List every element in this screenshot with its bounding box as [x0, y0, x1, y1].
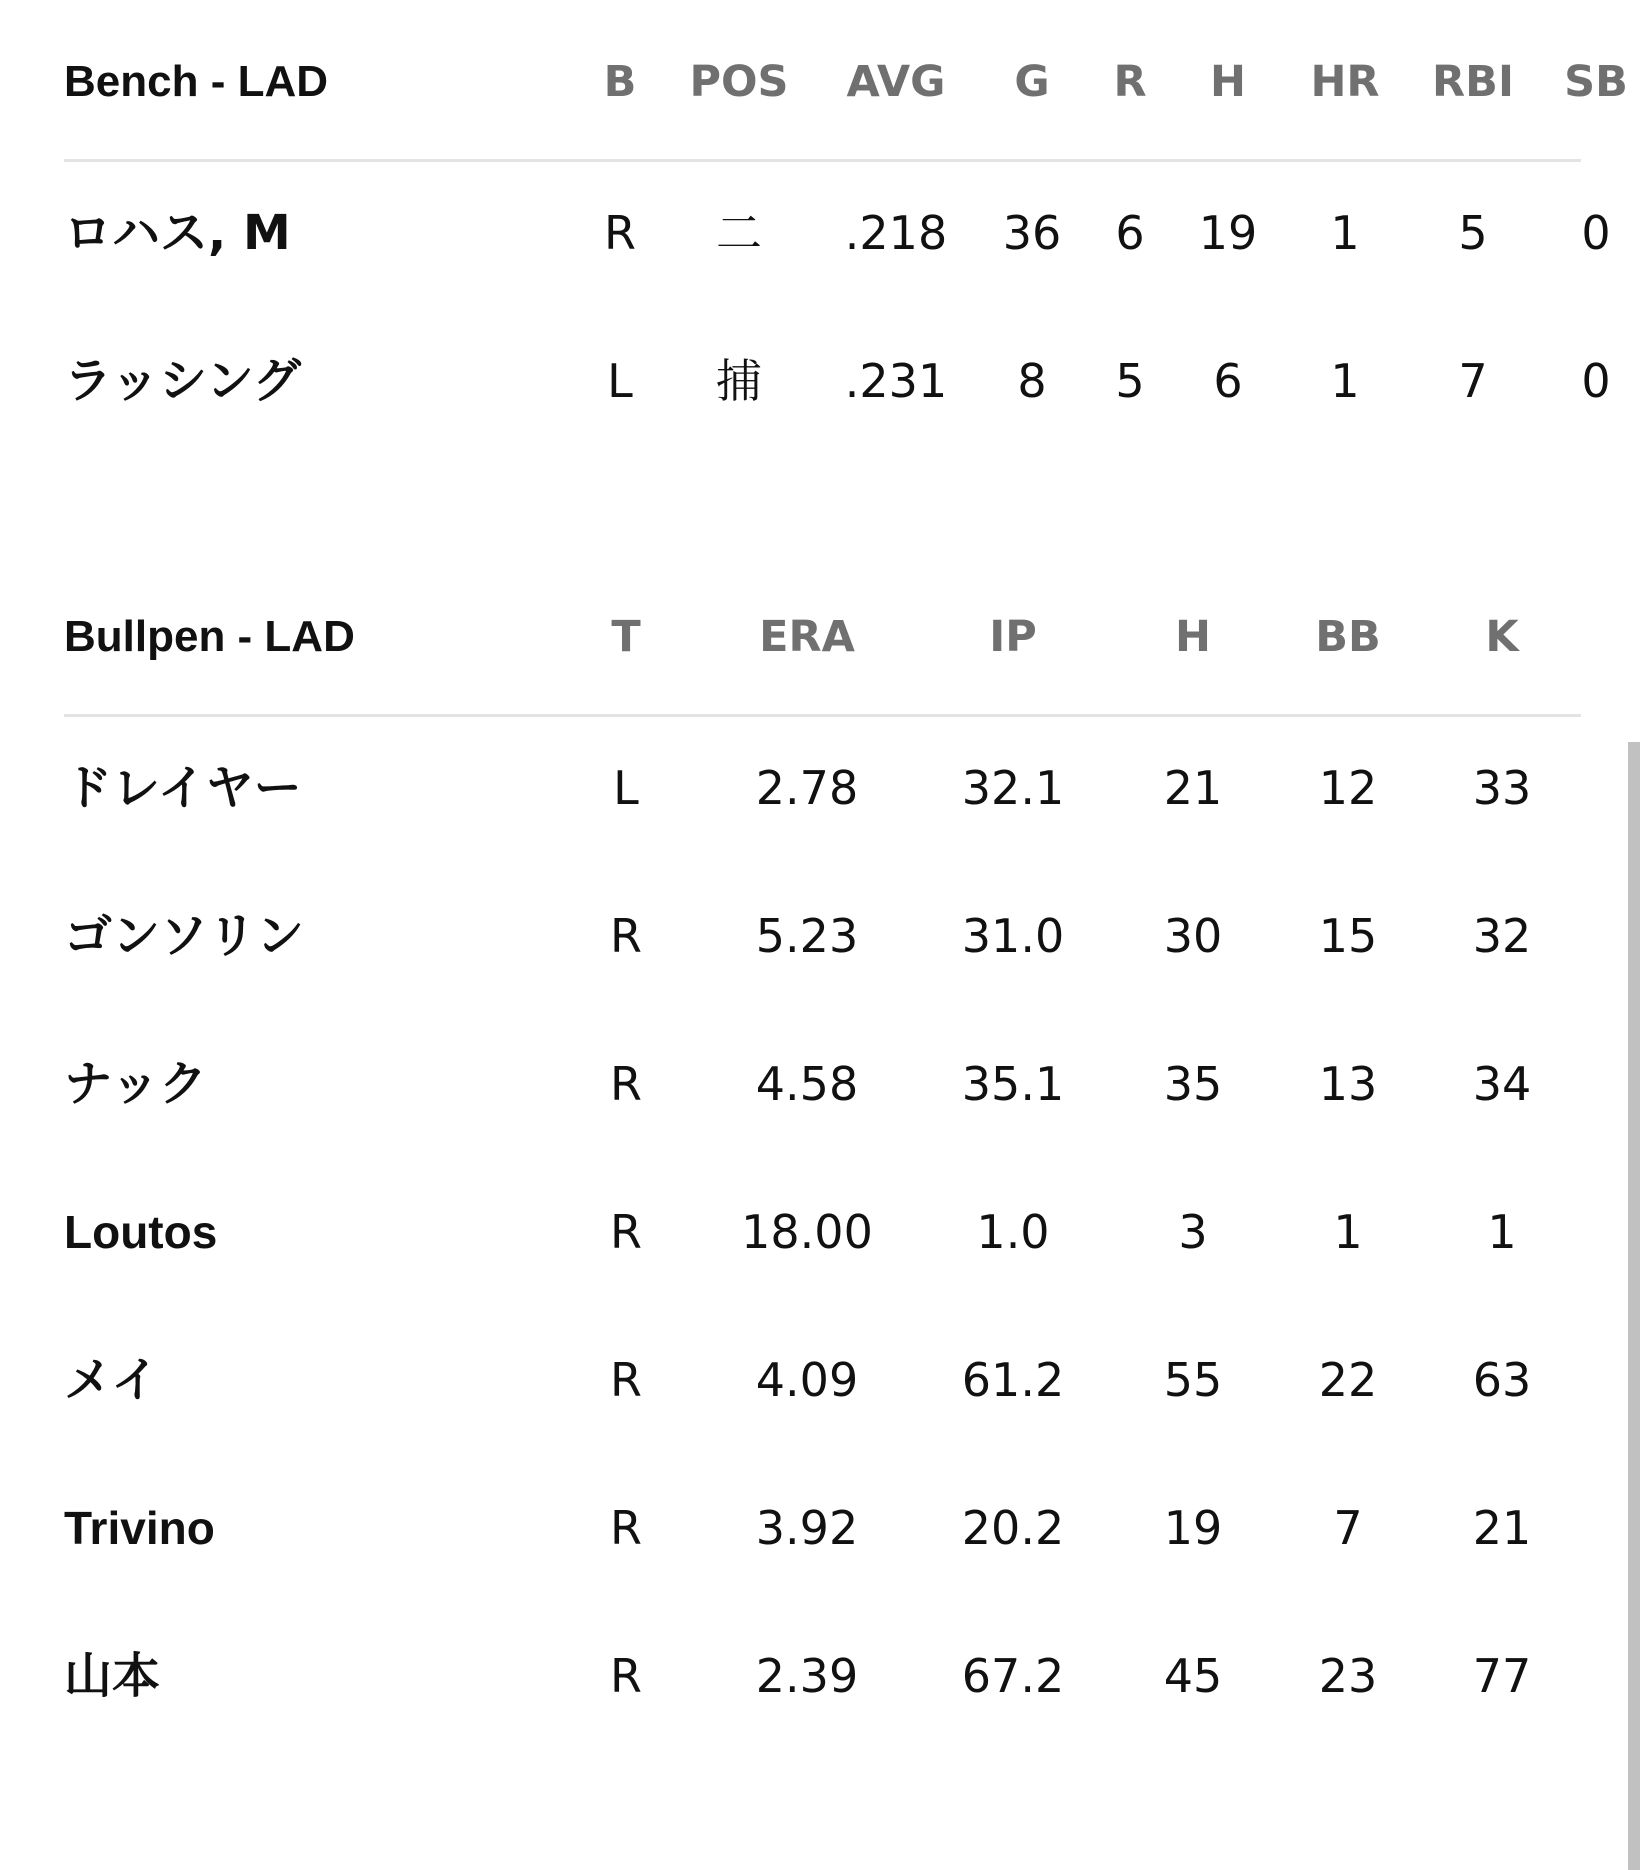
position-cell: 二 — [716, 206, 762, 260]
hits-cell: 45 — [1163, 1649, 1223, 1703]
player-name[interactable]: ラッシング — [64, 353, 301, 409]
innings-cell: 35.1 — [961, 1057, 1065, 1111]
col-header-avg[interactable]: AVG — [846, 57, 946, 107]
walks-cell: 1 — [1333, 1205, 1363, 1259]
runs-cell: 5 — [1115, 354, 1145, 408]
homeruns-cell: 1 — [1330, 206, 1360, 260]
pitcher-name[interactable]: Loutos — [64, 1206, 218, 1258]
position-cell: 捕 — [716, 354, 762, 408]
strikeouts-cell: 1 — [1487, 1205, 1517, 1259]
era-cell: 2.39 — [755, 1649, 859, 1703]
col-header-era[interactable]: ERA — [759, 612, 855, 662]
games-cell: 8 — [1017, 354, 1047, 408]
walks-cell: 23 — [1318, 1649, 1378, 1703]
col-header-b[interactable]: B — [603, 57, 637, 107]
bullpen-row[interactable] — [64, 1306, 1581, 1454]
bench-title: Bench - LAD — [64, 57, 328, 106]
innings-cell: 61.2 — [961, 1353, 1065, 1407]
walks-cell: 12 — [1318, 761, 1378, 815]
avg-cell: .231 — [844, 354, 948, 408]
pitcher-name[interactable]: メイ — [64, 1352, 160, 1408]
throws-cell: R — [610, 909, 642, 963]
pitcher-name[interactable]: ナック — [64, 1056, 208, 1112]
innings-cell: 67.2 — [961, 1649, 1065, 1703]
bullpen-row[interactable] — [64, 1010, 1581, 1158]
walks-cell: 22 — [1318, 1353, 1378, 1407]
bats-cell: L — [607, 354, 633, 408]
era-cell: 5.23 — [755, 909, 859, 963]
bullpen-title: Bullpen - LAD — [64, 612, 355, 661]
bullpen-header-row — [64, 595, 1581, 717]
innings-cell: 31.0 — [961, 909, 1065, 963]
player-name[interactable]: ロハス, M — [64, 205, 291, 261]
homeruns-cell: 1 — [1330, 354, 1360, 408]
hits-cell: 55 — [1163, 1353, 1223, 1407]
pitcher-name[interactable]: ドレイヤー — [64, 760, 302, 816]
col-header-h[interactable]: H — [1175, 612, 1211, 662]
strikeouts-cell: 33 — [1472, 761, 1532, 815]
era-cell: 4.58 — [755, 1057, 859, 1111]
col-header-r[interactable]: R — [1113, 57, 1147, 107]
bullpen-row[interactable] — [64, 862, 1581, 1010]
hits-cell: 21 — [1163, 761, 1223, 815]
games-cell: 36 — [1002, 206, 1062, 260]
col-header-sb[interactable]: SB — [1564, 57, 1628, 107]
walks-cell: 13 — [1318, 1057, 1378, 1111]
bench-header-row — [64, 40, 1628, 162]
era-cell: 3.92 — [755, 1501, 859, 1555]
throws-cell: R — [610, 1205, 642, 1259]
strikeouts-cell: 77 — [1472, 1649, 1532, 1703]
col-header-pos[interactable]: POS — [689, 57, 789, 107]
hits-cell: 19 — [1163, 1501, 1223, 1555]
col-header-bb[interactable]: BB — [1315, 612, 1381, 662]
throws-cell: R — [610, 1353, 642, 1407]
innings-cell: 20.2 — [961, 1501, 1065, 1555]
rbi-cell: 5 — [1458, 206, 1488, 260]
bench-row[interactable] — [64, 159, 1611, 307]
col-header-hr[interactable]: HR — [1310, 57, 1380, 107]
bats-cell: R — [604, 206, 636, 260]
walks-cell: 15 — [1318, 909, 1378, 963]
era-cell: 2.78 — [755, 761, 859, 815]
walks-cell: 7 — [1333, 1501, 1363, 1555]
hits-cell: 6 — [1213, 354, 1243, 408]
col-header-rbi[interactable]: RBI — [1432, 57, 1514, 107]
col-header-g[interactable]: G — [1014, 57, 1050, 107]
vertical-scrollbar[interactable] — [1628, 742, 1640, 1870]
innings-cell: 32.1 — [961, 761, 1065, 815]
strikeouts-cell: 63 — [1472, 1353, 1532, 1407]
col-header-t[interactable]: T — [611, 612, 641, 662]
bullpen-row[interactable] — [64, 1158, 1581, 1306]
pitcher-name[interactable]: 山本 — [64, 1648, 161, 1704]
hits-cell: 30 — [1163, 909, 1223, 963]
bench-row[interactable] — [64, 307, 1611, 455]
stolen-bases-cell: 0 — [1581, 354, 1611, 408]
pitcher-name[interactable]: ゴンソリン — [64, 908, 305, 964]
stolen-bases-cell: 0 — [1581, 206, 1611, 260]
throws-cell: R — [610, 1649, 642, 1703]
hits-cell: 35 — [1163, 1057, 1223, 1111]
bench-table — [64, 40, 1628, 450]
throws-cell: R — [610, 1501, 642, 1555]
col-header-k[interactable]: K — [1485, 612, 1519, 662]
col-header-h[interactable]: H — [1210, 57, 1246, 107]
throws-cell: R — [610, 1057, 642, 1111]
era-cell: 4.09 — [755, 1353, 859, 1407]
col-header-ip[interactable]: IP — [989, 612, 1037, 662]
innings-cell: 1.0 — [976, 1205, 1050, 1259]
bullpen-row[interactable] — [64, 714, 1581, 862]
hits-cell: 19 — [1198, 206, 1258, 260]
bullpen-table — [64, 595, 1581, 1755]
era-cell: 18.00 — [741, 1205, 873, 1259]
pitcher-name[interactable]: Trivino — [64, 1502, 215, 1554]
throws-cell: L — [613, 761, 639, 815]
bullpen-row[interactable] — [64, 1602, 1581, 1750]
runs-cell: 6 — [1115, 206, 1145, 260]
strikeouts-cell: 32 — [1472, 909, 1532, 963]
strikeouts-cell: 34 — [1472, 1057, 1532, 1111]
strikeouts-cell: 21 — [1472, 1501, 1532, 1555]
avg-cell: .218 — [844, 206, 948, 260]
hits-cell: 3 — [1178, 1205, 1208, 1259]
rbi-cell: 7 — [1458, 354, 1488, 408]
bullpen-row[interactable] — [64, 1454, 1581, 1602]
